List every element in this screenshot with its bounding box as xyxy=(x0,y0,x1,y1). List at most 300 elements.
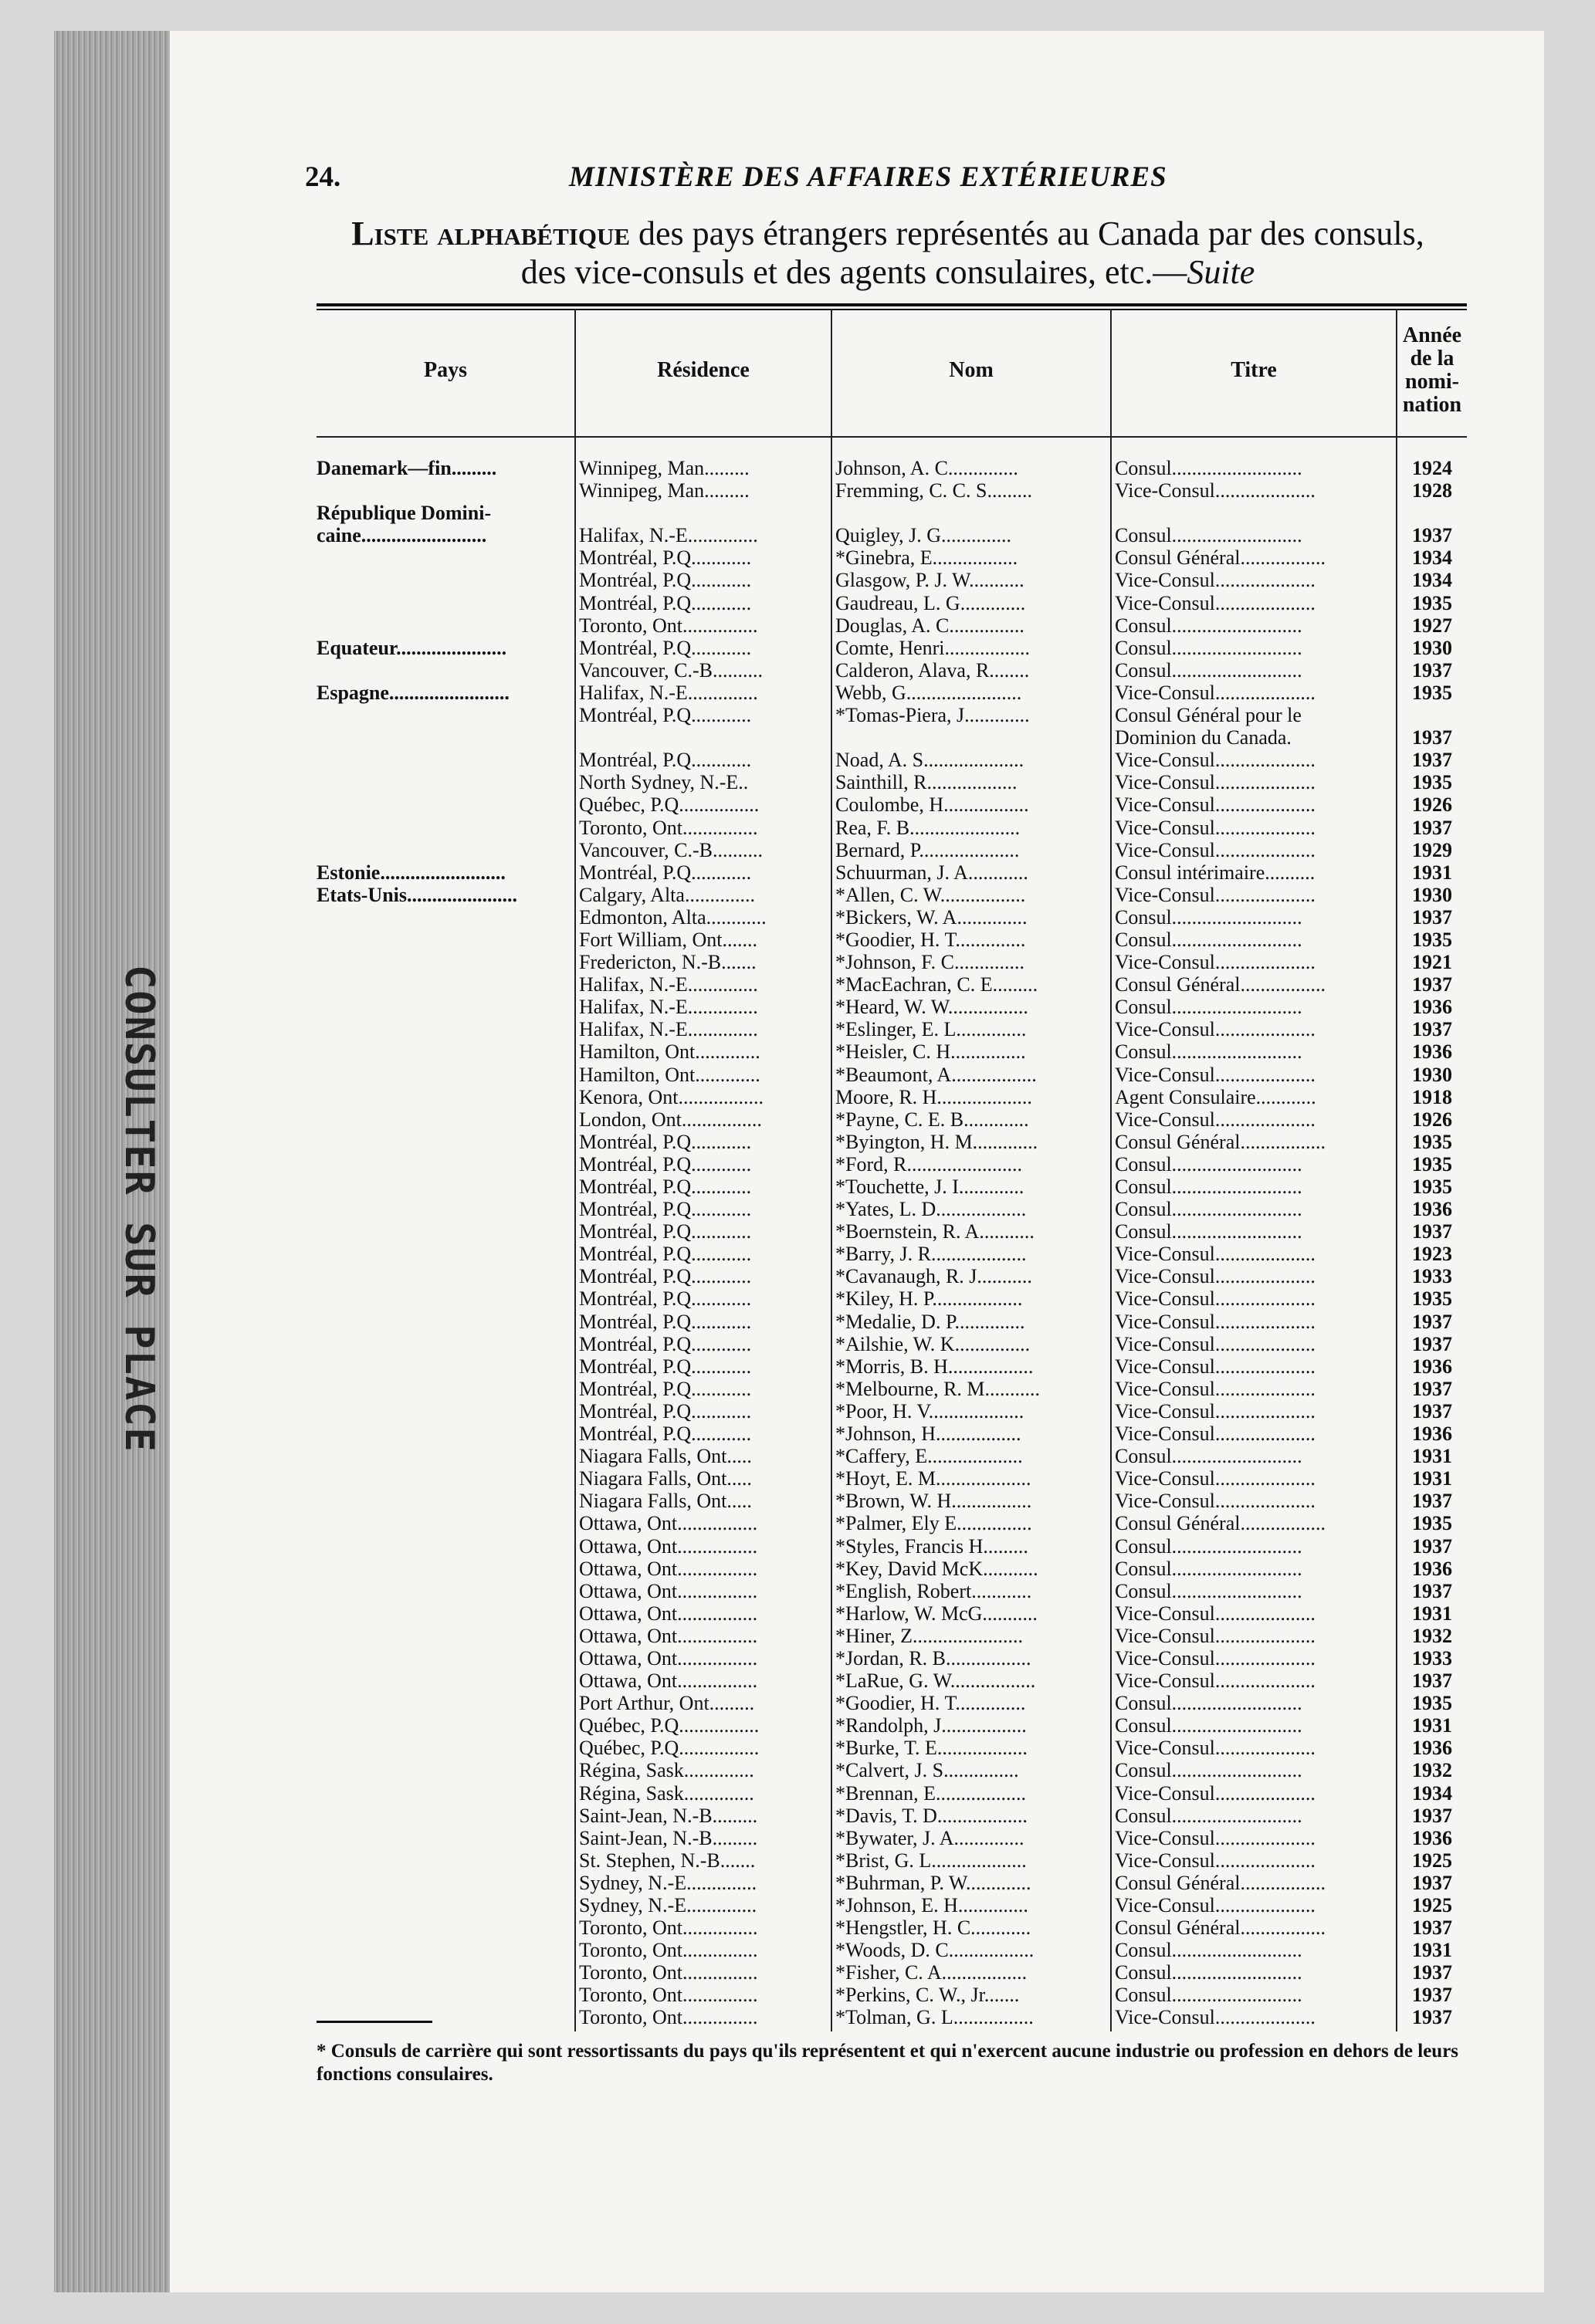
cell-nom: *Melbourne, R. M........... xyxy=(835,1377,1041,1400)
library-stamp: CONSULTER SUR PLACE xyxy=(116,965,162,1453)
cell-year: 1926 xyxy=(1412,1108,1452,1131)
cell-year: 1937 xyxy=(1412,658,1452,682)
cell-nom: *Davis, T. D.................. xyxy=(835,1804,1028,1827)
cell-nom: *Barry, J. R................... xyxy=(835,1243,1027,1266)
cell-titre: Consul.......................... xyxy=(1115,1176,1302,1198)
table-title xyxy=(305,215,1471,292)
cell-residence: Toronto, Ont............... xyxy=(579,2006,758,2029)
table-row xyxy=(317,1602,1467,1625)
cell-titre: Consul.......................... xyxy=(1115,1534,1302,1558)
cell-titre: Consul.......................... xyxy=(1115,1198,1302,1221)
cell-residence: Halifax, N.-E.............. xyxy=(579,1018,758,1041)
cell-year: 1934 xyxy=(1412,569,1452,592)
table-row xyxy=(317,1422,1467,1445)
table-row xyxy=(317,1490,1467,1512)
cell-year: 1937 xyxy=(1412,1332,1452,1355)
cell-year: 1937 xyxy=(1412,816,1452,839)
cell-titre: Consul Général pour le xyxy=(1115,704,1302,727)
cell-residence: Québec, P.Q................ xyxy=(579,1714,760,1737)
cell-nom: *Bywater, J. A.............. xyxy=(835,1826,1024,1849)
cell-year: 1925 xyxy=(1412,1894,1452,1916)
cell-residence: Montréal, P.Q............ xyxy=(579,1377,752,1400)
cell-nom: Glasgow, P. J. W........... xyxy=(835,569,1024,592)
table-row xyxy=(317,1782,1467,1805)
table-row xyxy=(317,1558,1467,1580)
cell-year: 1935 xyxy=(1412,591,1452,614)
cell-residence: Winnipeg, Man......... xyxy=(579,457,750,479)
cell-nom: *Perkins, C. W., Jr....... xyxy=(835,1984,1020,2007)
cell-nom: *Goodier, H. T.............. xyxy=(835,1692,1026,1715)
cell-titre: Vice-Consul.................... xyxy=(1115,951,1316,974)
cell-nom: *Byington, H. M............. xyxy=(835,1130,1038,1153)
cell-year: 1937 xyxy=(1412,1961,1452,1984)
cell-residence: Montréal, P.Q............ xyxy=(579,749,752,772)
cell-residence: Ottawa, Ont................ xyxy=(579,1557,758,1580)
cell-titre: Consul.......................... xyxy=(1115,1557,1302,1580)
cell-nom: *Beaumont, A................. xyxy=(835,1063,1037,1086)
table-row xyxy=(317,1849,1467,1872)
cell-year: 1925 xyxy=(1412,1849,1452,1872)
cell-residence: Toronto, Ont............... xyxy=(579,1984,758,2007)
table-row xyxy=(317,1805,1467,1827)
table-row xyxy=(317,1984,1467,2006)
cell-nom: Rea, F. B...................... xyxy=(835,816,1021,839)
cell-titre: Consul.......................... xyxy=(1115,928,1302,951)
header-residence: Résidence xyxy=(657,358,750,382)
cell-year: 1935 xyxy=(1412,1692,1452,1715)
cell-nom: Calderon, Alava, R........ xyxy=(835,658,1030,682)
cell-residence: Montréal, P.Q............ xyxy=(579,704,752,727)
cell-nom: *Eslinger, E. L.............. xyxy=(835,1018,1027,1041)
cell-titre: Consul.......................... xyxy=(1115,1152,1302,1176)
cell-year: 1931 xyxy=(1412,1602,1452,1625)
cell-year: 1921 xyxy=(1412,951,1452,974)
cell-residence: Halifax, N.-E.............. xyxy=(579,996,758,1019)
table-row xyxy=(317,996,1467,1018)
cell-nom: Gaudreau, L. G............. xyxy=(835,591,1026,614)
title-line1: des pays étrangers représentés au Canada par des consuls, xyxy=(638,215,1424,252)
header-titre: Titre xyxy=(1231,358,1277,382)
table-row xyxy=(317,1894,1467,1916)
cell-titre: Vice-Consul.................... xyxy=(1115,1422,1316,1446)
cell-titre: Vice-Consul.................... xyxy=(1115,838,1316,861)
cell-residence: Fort William, Ont....... xyxy=(579,928,758,951)
cell-residence: Kenora, Ont................. xyxy=(579,1085,764,1108)
footnote-rule xyxy=(317,2021,432,2023)
cell-titre: Consul.......................... xyxy=(1115,1984,1302,2007)
cell-titre: Agent Consulaire............ xyxy=(1115,1085,1316,1108)
cell-residence: Montréal, P.Q............ xyxy=(579,1422,752,1446)
cell-residence: Montréal, P.Q............ xyxy=(579,1265,752,1288)
cell-nom: *Goodier, H. T.............. xyxy=(835,928,1026,951)
cell-pays: Etats-Unis...................... xyxy=(317,883,518,906)
cell-nom: *Calvert, J. S............... xyxy=(835,1759,1019,1782)
cell-year: 1936 xyxy=(1412,1737,1452,1760)
cell-nom: *Fisher, C. A................. xyxy=(835,1961,1028,1984)
cell-residence: Ottawa, Ont................ xyxy=(579,1579,758,1602)
cell-year: 1936 xyxy=(1412,1422,1452,1446)
cell-year: 1937 xyxy=(1412,1220,1452,1243)
cell-residence: Winnipeg, Man......... xyxy=(579,479,750,502)
cell-titre: Consul.......................... xyxy=(1115,1759,1302,1782)
cell-titre: Vice-Consul.................... xyxy=(1115,1399,1316,1422)
cell-residence: Montréal, P.Q............ xyxy=(579,569,752,592)
cell-year: 1936 xyxy=(1412,1355,1452,1378)
title-suite: Suite xyxy=(1187,253,1255,291)
table-row xyxy=(317,929,1467,951)
table-row xyxy=(317,1512,1467,1534)
cell-nom: Schuurman, J. A............ xyxy=(835,861,1028,884)
table-row xyxy=(317,1400,1467,1422)
cell-residence: Montréal, P.Q............ xyxy=(579,636,752,659)
cell-residence: Vancouver, C.-B.......... xyxy=(579,658,763,682)
table-row xyxy=(317,1916,1467,1939)
cell-residence: Vancouver, C.-B.......... xyxy=(579,838,763,861)
cell-titre: Vice-Consul.................... xyxy=(1115,1894,1316,1916)
cell-titre: Consul Général................. xyxy=(1115,973,1326,996)
cell-titre: Vice-Consul.................... xyxy=(1115,816,1316,839)
cell-nom: *Allen, C. W................. xyxy=(835,883,1026,906)
cell-titre: Dominion du Canada. xyxy=(1115,726,1292,749)
cell-titre: Consul.......................... xyxy=(1115,1939,1302,1962)
cell-titre: Vice-Consul.................... xyxy=(1115,1018,1316,1041)
cell-nom: *Caffery, E................... xyxy=(835,1445,1023,1468)
cell-year: 1933 xyxy=(1412,1265,1452,1288)
cell-titre: Consul.......................... xyxy=(1115,905,1302,929)
table-row xyxy=(317,1625,1467,1647)
cell-nom: Coulombe, H................. xyxy=(835,793,1029,817)
cell-residence: Hamilton, Ont............. xyxy=(579,1040,760,1064)
cell-residence: Montréal, P.Q............ xyxy=(579,591,752,614)
cell-pays: Danemark—fin......... xyxy=(317,457,497,479)
table-row xyxy=(317,1176,1467,1198)
cell-year: 1937 xyxy=(1412,749,1452,772)
cell-year: 1937 xyxy=(1412,905,1452,929)
cell-residence: Ottawa, Ont................ xyxy=(579,1669,758,1693)
cell-residence: Saint-Jean, N.-B......... xyxy=(579,1826,758,1849)
table-row xyxy=(317,1064,1467,1086)
cell-nom: Douglas, A. C............... xyxy=(835,614,1024,637)
table-row xyxy=(317,1220,1467,1243)
cell-year: 1937 xyxy=(1412,1377,1452,1400)
table-row xyxy=(317,839,1467,861)
cell-year: 1924 xyxy=(1412,457,1452,479)
cell-year: 1929 xyxy=(1412,838,1452,861)
cell-nom: *Brennan, E.................. xyxy=(835,1781,1026,1805)
cell-residence: Montréal, P.Q............ xyxy=(579,1198,752,1221)
cell-year: 1932 xyxy=(1412,1759,1452,1782)
cell-residence: Montréal, P.Q............ xyxy=(579,1287,752,1311)
cell-pays: Equateur...................... xyxy=(317,636,507,659)
cell-nom: *Brown, W. H................ xyxy=(835,1490,1032,1513)
cell-nom: *Styles, Francis H......... xyxy=(835,1534,1028,1558)
footnote: * Consuls de carrière qui sont ressortissants du pays qu'ils représentent et qui n'exercent aucune industrie ou profession en dehors de leurs fonctions consulaires. xyxy=(317,2041,1459,2085)
cell-titre: Consul.......................... xyxy=(1115,1714,1302,1737)
cell-residence: Montréal, P.Q............ xyxy=(579,1355,752,1378)
cell-titre: Vice-Consul.................... xyxy=(1115,1646,1316,1669)
cell-year: 1936 xyxy=(1412,996,1452,1019)
cell-nom: Webb, G....................... xyxy=(835,681,1022,704)
cell-residence: Montréal, P.Q............ xyxy=(579,1399,752,1422)
cell-titre: Vice-Consul.................... xyxy=(1115,1108,1316,1131)
header-rule xyxy=(317,436,1467,438)
table-row xyxy=(317,1086,1467,1108)
cell-titre: Consul.......................... xyxy=(1115,614,1302,637)
cell-year: 1926 xyxy=(1412,793,1452,817)
cell-nom: *Heisler, C. H............... xyxy=(835,1040,1026,1064)
cell-year: 1934 xyxy=(1412,1781,1452,1805)
table-row xyxy=(317,1287,1467,1310)
cell-year: 1937 xyxy=(1412,1399,1452,1422)
cell-pays: caine......................... xyxy=(317,524,487,547)
cell-year: 1937 xyxy=(1412,2006,1452,2029)
cell-year: 1935 xyxy=(1412,1152,1452,1176)
table-body xyxy=(317,457,1467,2029)
cell-year: 1935 xyxy=(1412,1130,1452,1153)
cell-nom: Johnson, A. C.............. xyxy=(835,457,1018,479)
cell-titre: Vice-Consul.................... xyxy=(1115,1602,1316,1625)
cell-residence: Saint-Jean, N.-B......... xyxy=(579,1804,758,1827)
cell-nom: *Bickers, W. A.............. xyxy=(835,905,1028,929)
cell-titre: Consul Général................. xyxy=(1115,1130,1326,1153)
cell-titre: Vice-Consul.................... xyxy=(1115,591,1316,614)
running-title: MINISTÈRE DES AFFAIRES EXTÉRIEURES xyxy=(569,161,1167,193)
cell-nom: Comte, Henri................. xyxy=(835,636,1031,659)
table-row xyxy=(317,1647,1467,1669)
cell-year: 1928 xyxy=(1412,479,1452,502)
cell-residence: Ottawa, Ont................ xyxy=(579,1512,758,1535)
cell-nom: *Johnson, H................. xyxy=(835,1422,1021,1446)
cell-year: 1935 xyxy=(1412,1287,1452,1311)
title-smallcaps: Liste alphabétique xyxy=(351,215,631,252)
cell-titre: Consul.......................... xyxy=(1115,1220,1302,1243)
cell-nom: *Tolman, G. L................ xyxy=(835,2006,1034,2029)
header-annee: Année de la nomi- nation xyxy=(1402,323,1462,417)
cell-residence: St. Stephen, N.-B....... xyxy=(579,1849,756,1872)
table-row xyxy=(317,793,1467,816)
cell-residence: Sydney, N.-E.............. xyxy=(579,1894,757,1916)
cell-titre: Vice-Consul.................... xyxy=(1115,883,1316,906)
table-row xyxy=(317,682,1467,704)
cell-nom: Bernard, P.................... xyxy=(835,838,1020,861)
table-row xyxy=(317,614,1467,637)
cell-year: 1937 xyxy=(1412,1669,1452,1693)
cell-year: 1927 xyxy=(1412,614,1452,637)
cell-nom: *Hengstler, H. C............ xyxy=(835,1916,1031,1940)
cell-residence: Edmonton, Alta............ xyxy=(579,905,767,929)
cell-year: 1937 xyxy=(1412,1984,1452,2007)
table-row xyxy=(317,726,1467,749)
table-row xyxy=(317,771,1467,793)
table-row xyxy=(317,1759,1467,1781)
cell-nom: *LaRue, G. W................. xyxy=(835,1669,1036,1693)
cell-titre: Vice-Consul.................... xyxy=(1115,1377,1316,1400)
cell-nom: *MacEachran, C. E......... xyxy=(835,973,1038,996)
table-row xyxy=(317,1108,1467,1131)
cell-residence: Halifax, N.-E.............. xyxy=(579,681,758,704)
cell-nom: *Ford, R....................... xyxy=(835,1152,1022,1176)
cell-year: 1936 xyxy=(1412,1557,1452,1580)
cell-nom: *Buhrman, P. W............. xyxy=(835,1871,1031,1894)
cell-residence: Toronto, Ont............... xyxy=(579,1939,758,1962)
cell-residence: Montréal, P.Q............ xyxy=(579,1310,752,1333)
table-row xyxy=(317,502,1467,524)
cell-nom: *Touchette, J. I............. xyxy=(835,1176,1024,1198)
cell-titre: Consul.......................... xyxy=(1115,1692,1302,1715)
cell-residence: Montréal, P.Q............ xyxy=(579,1176,752,1198)
cell-titre: Vice-Consul.................... xyxy=(1115,479,1316,502)
cell-pays: Estonie......................... xyxy=(317,861,506,884)
table-row xyxy=(317,2006,1467,2028)
cell-residence: London, Ont................ xyxy=(579,1108,762,1131)
cell-nom: *Hiner, Z...................... xyxy=(835,1624,1024,1647)
cell-year: 1937 xyxy=(1412,1490,1452,1513)
top-rule xyxy=(317,303,1467,306)
cell-residence: Hamilton, Ont............. xyxy=(579,1063,760,1086)
cell-titre: Consul.......................... xyxy=(1115,457,1302,479)
cell-titre: Consul Général................. xyxy=(1115,1871,1326,1894)
cell-year: 1937 xyxy=(1412,1310,1452,1333)
cell-nom: Moore, R. H................... xyxy=(835,1085,1032,1108)
table-row xyxy=(317,1737,1467,1759)
cell-titre: Vice-Consul.................... xyxy=(1115,1467,1316,1490)
cell-nom: *Palmer, Ely E............... xyxy=(835,1512,1032,1535)
consuls-table xyxy=(317,309,1467,2031)
cell-titre: Consul.......................... xyxy=(1115,1445,1302,1468)
cell-year: 1931 xyxy=(1412,1714,1452,1737)
cell-nom: *Kiley, H. P.................. xyxy=(835,1287,1023,1311)
cell-year: 1933 xyxy=(1412,1646,1452,1669)
cell-titre: Consul.......................... xyxy=(1115,1804,1302,1827)
cell-nom: *Boernstein, R. A........... xyxy=(835,1220,1035,1243)
table-row xyxy=(317,569,1467,591)
cell-year: 1937 xyxy=(1412,1871,1452,1894)
cell-year: 1936 xyxy=(1412,1198,1452,1221)
cell-titre: Consul.......................... xyxy=(1115,524,1302,547)
cell-residence: Montréal, P.Q............ xyxy=(579,1130,752,1153)
table-row xyxy=(317,749,1467,771)
header-nom: Nom xyxy=(949,358,994,382)
cell-pays: République Domini- xyxy=(317,502,492,525)
table-row xyxy=(317,637,1467,659)
cell-titre: Vice-Consul.................... xyxy=(1115,1332,1316,1355)
cell-titre: Consul Général................. xyxy=(1115,1512,1326,1535)
table-row xyxy=(317,479,1467,502)
cell-residence: Halifax, N.-E.............. xyxy=(579,524,758,547)
cell-titre: Vice-Consul.................... xyxy=(1115,1310,1316,1333)
cell-residence: Montréal, P.Q............ xyxy=(579,861,752,884)
cell-residence: Niagara Falls, Ont..... xyxy=(579,1467,752,1490)
cell-nom: *Woods, D. C................. xyxy=(835,1939,1035,1962)
table-row xyxy=(317,1018,1467,1040)
cell-nom: Quigley, J. G.............. xyxy=(835,524,1011,547)
cell-year: 1936 xyxy=(1412,1040,1452,1064)
cell-year: 1930 xyxy=(1412,1063,1452,1086)
cell-residence: Fredericton, N.-B....... xyxy=(579,951,757,974)
cell-nom: *Brist, G. L................... xyxy=(835,1849,1027,1872)
cell-residence: Ottawa, Ont................ xyxy=(579,1534,758,1558)
cell-titre: Vice-Consul.................... xyxy=(1115,1063,1316,1086)
cell-residence: Port Arthur, Ont......... xyxy=(579,1692,755,1715)
cell-year: 1937 xyxy=(1412,1579,1452,1602)
table-row xyxy=(317,1872,1467,1894)
cell-residence: Ottawa, Ont................ xyxy=(579,1646,758,1669)
table-row xyxy=(317,1467,1467,1490)
cell-nom: *Tomas-Piera, J............. xyxy=(835,704,1030,727)
cell-nom: *Randolph, J................. xyxy=(835,1714,1027,1737)
cell-titre: Consul Général................. xyxy=(1115,546,1326,570)
cell-titre: Vice-Consul.................... xyxy=(1115,1669,1316,1693)
table-row xyxy=(317,1669,1467,1692)
table-row xyxy=(317,906,1467,929)
cell-titre: Vice-Consul.................... xyxy=(1115,2006,1316,2029)
table-row xyxy=(317,1692,1467,1714)
cell-titre: Consul.......................... xyxy=(1115,1961,1302,1984)
cell-nom: *English, Robert............ xyxy=(835,1579,1032,1602)
table-row xyxy=(317,1535,1467,1558)
cell-nom: *Cavanaugh, R. J........... xyxy=(835,1265,1032,1288)
cell-year: 1934 xyxy=(1412,546,1452,570)
table-row xyxy=(317,659,1467,682)
cell-titre: Vice-Consul.................... xyxy=(1115,1287,1316,1311)
cell-titre: Consul.......................... xyxy=(1115,996,1302,1019)
cell-year: 1931 xyxy=(1412,1467,1452,1490)
cell-year: 1937 xyxy=(1412,1916,1452,1940)
cell-titre: Vice-Consul.................... xyxy=(1115,1849,1316,1872)
cell-year: 1932 xyxy=(1412,1624,1452,1647)
cell-titre: Vice-Consul.................... xyxy=(1115,1826,1316,1849)
cell-residence: Niagara Falls, Ont..... xyxy=(579,1490,752,1513)
cell-nom: *Harlow, W. McG........... xyxy=(835,1602,1038,1625)
cell-residence: Montréal, P.Q............ xyxy=(579,1332,752,1355)
cell-residence: Halifax, N.-E.............. xyxy=(579,973,758,996)
table-row xyxy=(317,951,1467,973)
cell-pays: Espagne........................ xyxy=(317,681,510,704)
page-number: 24. xyxy=(305,161,341,193)
table-row xyxy=(317,1198,1467,1220)
table-row xyxy=(317,1333,1467,1355)
cell-residence: Régina, Sask.............. xyxy=(579,1759,754,1782)
cell-titre: Vice-Consul.................... xyxy=(1115,569,1316,592)
cell-nom: *Yates, L. D.................. xyxy=(835,1198,1027,1221)
cell-titre: Vice-Consul.................... xyxy=(1115,1490,1316,1513)
table-row xyxy=(317,1580,1467,1602)
table-row xyxy=(317,704,1467,726)
cell-titre: Consul Général................. xyxy=(1115,1916,1326,1940)
cell-nom: *Medalie, D. P.............. xyxy=(835,1310,1025,1333)
cell-nom: *Poor, H. V................... xyxy=(835,1399,1024,1422)
cell-nom: Fremming, C. C. S......... xyxy=(835,479,1032,502)
cell-year: 1937 xyxy=(1412,524,1452,547)
cell-year: 1935 xyxy=(1412,771,1452,794)
cell-nom: *Payne, C. E. B............. xyxy=(835,1108,1029,1131)
cell-titre: Consul.......................... xyxy=(1115,1579,1302,1602)
cell-residence: Montréal, P.Q............ xyxy=(579,1220,752,1243)
cell-year: 1937 xyxy=(1412,973,1452,996)
table-row xyxy=(317,1827,1467,1849)
cell-nom: *Ailshie, W. K............... xyxy=(835,1332,1031,1355)
cell-nom: *Hoyt, E. M................... xyxy=(835,1467,1031,1490)
table-row xyxy=(317,546,1467,569)
cell-nom: *Heard, W. W................ xyxy=(835,996,1028,1019)
table-row xyxy=(317,524,1467,546)
cell-year: 1935 xyxy=(1412,928,1452,951)
cell-nom: *Key, David McK........... xyxy=(835,1557,1038,1580)
table-row xyxy=(317,1311,1467,1333)
cell-year: 1923 xyxy=(1412,1243,1452,1266)
cell-nom: Noad, A. S.................... xyxy=(835,749,1024,772)
cell-titre: Vice-Consul.................... xyxy=(1115,1624,1316,1647)
